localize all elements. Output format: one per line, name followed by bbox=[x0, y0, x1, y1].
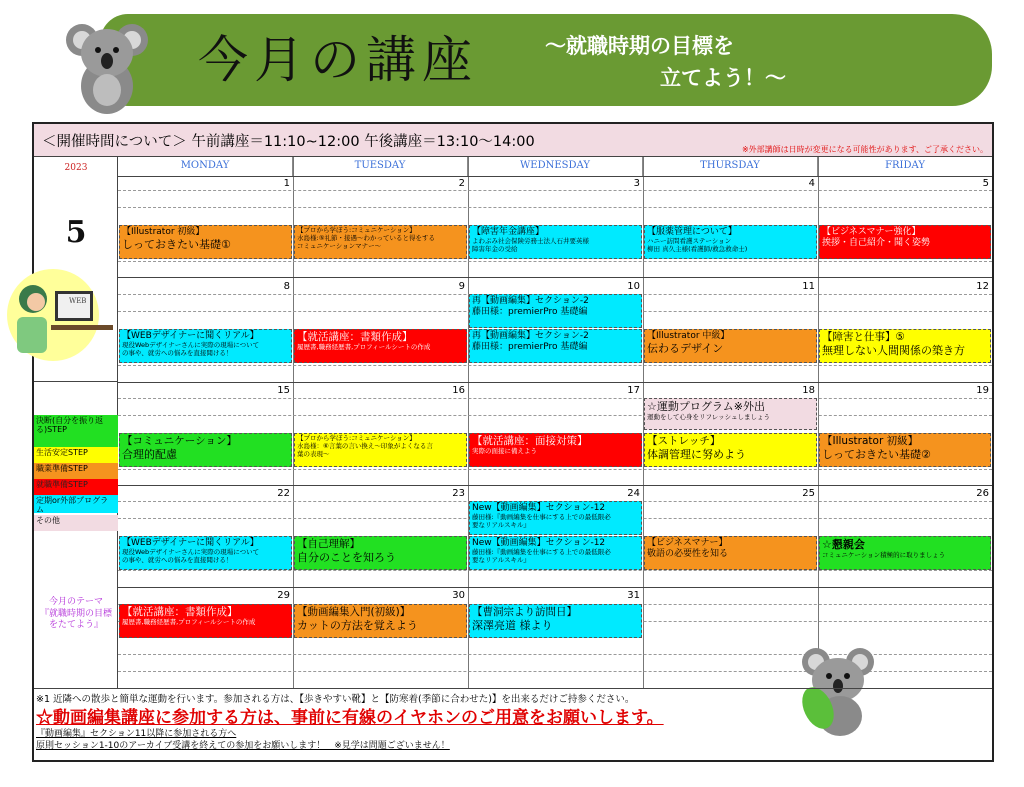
event-body: 無理しない人間関係の築き方 bbox=[822, 344, 965, 358]
event-body: 敬語の必要性を知る bbox=[647, 548, 729, 559]
event-card[interactable] bbox=[119, 329, 292, 363]
event-card[interactable] bbox=[294, 329, 467, 363]
event-body: 藤田様：premierPro 基礎編 bbox=[472, 341, 588, 352]
week-line bbox=[118, 176, 992, 177]
event-title: 【就活講座：書類作成】 bbox=[297, 331, 413, 343]
event-card[interactable] bbox=[819, 225, 991, 259]
event-card[interactable] bbox=[119, 536, 292, 570]
date-number: 18 bbox=[802, 385, 815, 396]
person-at-computer-icon bbox=[3, 265, 118, 365]
event-title: 【ビジネスマナー】 bbox=[647, 538, 728, 548]
event-title: ☆運動プログラム※外出 bbox=[647, 400, 765, 413]
event-body: 履歴書,職務経歴書,プロフィールシートの作成 bbox=[297, 343, 431, 352]
event-body: 葉の表現～ bbox=[297, 449, 330, 458]
event-body: しっておきたい基礎② bbox=[822, 448, 931, 462]
event-card[interactable] bbox=[469, 604, 642, 638]
row-line bbox=[118, 398, 992, 399]
event-title: 【自己理解】 bbox=[297, 538, 360, 550]
event-body: 履歴書,職務経歴書,プロフィールシートの作成 bbox=[122, 618, 256, 627]
event-body: 要なリアルスキル』 bbox=[472, 520, 530, 529]
event-title: 【曹洞宗より訪問日】 bbox=[472, 606, 577, 618]
date-number: 16 bbox=[452, 385, 465, 396]
event-body: 水島様:⑤礼節・接遇～わかっていると得をする bbox=[297, 233, 436, 242]
event-body: よわぶみ社会保険労務士法人石井要英様 bbox=[472, 236, 589, 245]
monthly-theme bbox=[34, 597, 118, 632]
theme-line: 今月のテーマ bbox=[48, 597, 103, 607]
event-body: 現役Webデザイナーさんに実際の現場について bbox=[122, 340, 260, 349]
event-body: 藤田様:『動画編集を仕事にする上での最低限必 bbox=[472, 547, 611, 556]
date-number: 25 bbox=[802, 488, 815, 499]
legend-item: 定期or外部プログラム bbox=[34, 495, 118, 513]
event-body: 実際の面接に備えよう bbox=[472, 447, 537, 456]
week-line bbox=[118, 485, 992, 486]
event-body: 水島様：⑥言葉の言い換え～印象がよくなる言 bbox=[297, 441, 433, 450]
week-line bbox=[118, 382, 992, 383]
date-number: 8 bbox=[283, 281, 290, 292]
event-card[interactable] bbox=[294, 433, 467, 467]
footer-note-1: ※1 近隣への散歩と簡単な運動を行います。参加される方は、【歩きやすい靴】と【防寒着(季節に合わせた)】を出来るだけご持参ください。 bbox=[36, 694, 635, 705]
event-body: ハニー訪問看護ステーション bbox=[647, 236, 732, 245]
footer-note-4: 原則セッション1-10のアーカイブ受講を終えての参加をお願いします！ ※見学は問題ございません！ bbox=[36, 741, 450, 751]
event-card[interactable] bbox=[119, 225, 292, 259]
legend-item: 就職準備STEP bbox=[34, 479, 118, 495]
row-line bbox=[118, 469, 992, 470]
date-number: 4 bbox=[808, 178, 815, 189]
event-title: 【ストレッチ】 bbox=[647, 435, 721, 447]
event-title: 【Illustrator 中級】 bbox=[647, 331, 730, 341]
date-number: 2 bbox=[458, 178, 465, 189]
event-title: 【ビジネスマナー強化】 bbox=[822, 227, 921, 237]
event-title: 【Illustrator 初級】 bbox=[122, 227, 205, 237]
footer-note-2: ☆動画編集講座に参加する方は、事前に有線のイヤホンのご用意をお願いします。 bbox=[36, 708, 664, 728]
week-line bbox=[118, 587, 992, 588]
event-body: 要なリアルスキル』 bbox=[472, 555, 530, 564]
row-line bbox=[118, 415, 992, 416]
event-body: 藤田様：premierPro 基礎編 bbox=[472, 306, 588, 317]
left-column bbox=[34, 157, 118, 688]
event-title: 【WEBデザイナーに聞くリアル】 bbox=[122, 331, 259, 341]
event-body: 自分のことを知ろう bbox=[297, 551, 396, 565]
event-body: カットの方法を覚えよう bbox=[297, 619, 418, 633]
legend-item: 決断(自分を振り返る)STEP bbox=[34, 415, 118, 447]
date-number: 10 bbox=[627, 281, 640, 292]
legend-item: その他 bbox=[34, 515, 118, 531]
event-title: 【障害と仕事】⑤ bbox=[822, 331, 905, 343]
day-header-tuesday: TUESDAY bbox=[293, 157, 468, 176]
event-card[interactable] bbox=[119, 604, 292, 638]
event-body: しっておきたい基礎① bbox=[122, 237, 231, 251]
event-body: コミュニケーション積極的に取りましょう bbox=[822, 550, 946, 559]
row-line bbox=[118, 570, 992, 571]
day-header-friday: FRIDAY bbox=[885, 160, 925, 171]
date-number: 31 bbox=[627, 590, 640, 601]
legend-item: 生活安定STEP bbox=[34, 447, 118, 463]
event-body: 挨拶・自己紹介・聞く姿勢 bbox=[822, 237, 931, 248]
date-number: 9 bbox=[458, 281, 465, 292]
page-subtitle-2: 立てよう！～ bbox=[660, 65, 786, 90]
date-number: 5 bbox=[982, 178, 989, 189]
event-body: 体調管理に努めよう bbox=[647, 448, 746, 462]
event-card[interactable] bbox=[644, 433, 817, 467]
date-number: 23 bbox=[452, 488, 465, 499]
date-number: 17 bbox=[627, 385, 640, 396]
event-card[interactable] bbox=[644, 536, 817, 570]
date-number: 11 bbox=[802, 281, 815, 292]
event-title: ☆懇親会 bbox=[822, 538, 865, 551]
date-number: 19 bbox=[976, 385, 989, 396]
calendar-month: 5 bbox=[65, 215, 87, 250]
hours-bar bbox=[34, 124, 992, 157]
date-number: 30 bbox=[452, 590, 465, 601]
hours-note: ※外部講師は日時が変更になる可能性があります、ご了承ください。 bbox=[741, 145, 988, 154]
date-number: 1 bbox=[283, 178, 290, 189]
event-title: 【Illustrator 初級】 bbox=[822, 435, 919, 447]
event-title: 【動画編集入門(初級)】 bbox=[297, 606, 411, 618]
event-title: 【プロから学ぼう:コミュニケーション】 bbox=[297, 434, 416, 442]
event-title: 【WEBデザイナーに聞くリアル】 bbox=[122, 538, 259, 548]
event-body: 柳田 真久主様(看護師/救急救命士) bbox=[647, 244, 748, 253]
date-number: 12 bbox=[976, 281, 989, 292]
calendar-year: 2023 bbox=[64, 163, 88, 173]
event-body: 深澤亮道 様より bbox=[472, 619, 553, 633]
screen-label: WEB bbox=[69, 297, 87, 305]
event-title: New【動画編集】セクション-12 bbox=[472, 538, 606, 548]
event-title: 再【動画編集】セクション-2 bbox=[472, 296, 589, 306]
event-card[interactable] bbox=[644, 329, 817, 363]
event-title: 【障害年金講座】 bbox=[472, 227, 545, 237]
date-number: 26 bbox=[976, 488, 989, 499]
date-number: 29 bbox=[277, 590, 290, 601]
date-number: 15 bbox=[277, 385, 290, 396]
event-title: 再【動画編集】セクション-2 bbox=[472, 331, 589, 341]
event-body: コミュニケーションマナー～ bbox=[297, 241, 382, 250]
day-header-wednesday: WEDNESDAY bbox=[468, 157, 643, 176]
footer-note-3: 『動画編集』セクション11以降に参加される方へ bbox=[36, 729, 237, 739]
event-card[interactable] bbox=[469, 536, 642, 570]
event-title: 【就活講座：面接対策】 bbox=[472, 435, 588, 447]
theme-line: 『就職時期の目標 bbox=[39, 608, 112, 619]
event-title: New【動画編集】セクション-12 bbox=[472, 503, 606, 513]
event-card[interactable] bbox=[819, 329, 991, 363]
event-body: の事や、就労への悩みを直接聞ける！ bbox=[122, 555, 233, 564]
event-body: 伝わるデザイン bbox=[647, 341, 724, 355]
event-card[interactable] bbox=[469, 433, 642, 467]
event-card[interactable] bbox=[469, 225, 642, 259]
event-card[interactable] bbox=[294, 604, 467, 638]
event-card[interactable] bbox=[819, 433, 991, 467]
event-card[interactable] bbox=[294, 225, 467, 259]
koala-icon bbox=[62, 8, 152, 118]
event-card[interactable] bbox=[294, 536, 467, 570]
event-card[interactable] bbox=[819, 536, 991, 570]
event-title: 【就活講座：書類作成】 bbox=[122, 606, 238, 618]
event-card[interactable] bbox=[644, 225, 817, 259]
event-title: 【コミュニケーション】 bbox=[122, 435, 237, 447]
event-body: の事や、就労への悩みを直接聞ける！ bbox=[122, 348, 233, 357]
footer-notes bbox=[34, 688, 992, 760]
event-title: 【プロから学ぼう:コミュニケーション】 bbox=[297, 226, 416, 234]
page-subtitle-1: ～就職時期の目標を bbox=[545, 33, 734, 58]
row-line bbox=[118, 207, 992, 208]
event-card[interactable] bbox=[469, 329, 642, 363]
theme-line: をたてよう』 bbox=[48, 620, 103, 631]
event-body: 合理的配慮 bbox=[122, 448, 177, 462]
day-header-thursday: THURSDAY bbox=[643, 157, 818, 176]
row-line bbox=[118, 190, 992, 191]
event-card[interactable] bbox=[469, 501, 642, 535]
event-body: 現役Webデザイナーさんに実際の現場について bbox=[122, 547, 260, 556]
event-card[interactable] bbox=[469, 294, 642, 328]
event-body: 藤田様:『動画編集を仕事にする上での最低限必 bbox=[472, 512, 611, 521]
date-number: 22 bbox=[277, 488, 290, 499]
event-body: 運動をして心身をリフレッシュしましょう bbox=[647, 412, 771, 421]
day-header-monday: MONDAY bbox=[118, 157, 293, 176]
event-body: 障害年金の受給 bbox=[472, 244, 518, 253]
page-title: 今月の講座 bbox=[198, 31, 478, 89]
calendar-grid bbox=[118, 157, 992, 688]
row-line bbox=[118, 261, 992, 262]
divider bbox=[34, 381, 118, 382]
event-title: 【服薬管理について】 bbox=[647, 227, 737, 237]
week-line bbox=[118, 277, 992, 278]
event-card[interactable] bbox=[644, 398, 817, 430]
legend-item: 職業準備STEP bbox=[34, 463, 118, 479]
date-number: 24 bbox=[627, 488, 640, 499]
event-card[interactable] bbox=[119, 433, 292, 467]
date-number: 3 bbox=[633, 178, 640, 189]
hours-text: ＜開催時間について＞ 午前講座＝11:10~12:00 午後講座＝13:10～14:00 bbox=[42, 134, 535, 150]
row-line bbox=[118, 365, 992, 366]
